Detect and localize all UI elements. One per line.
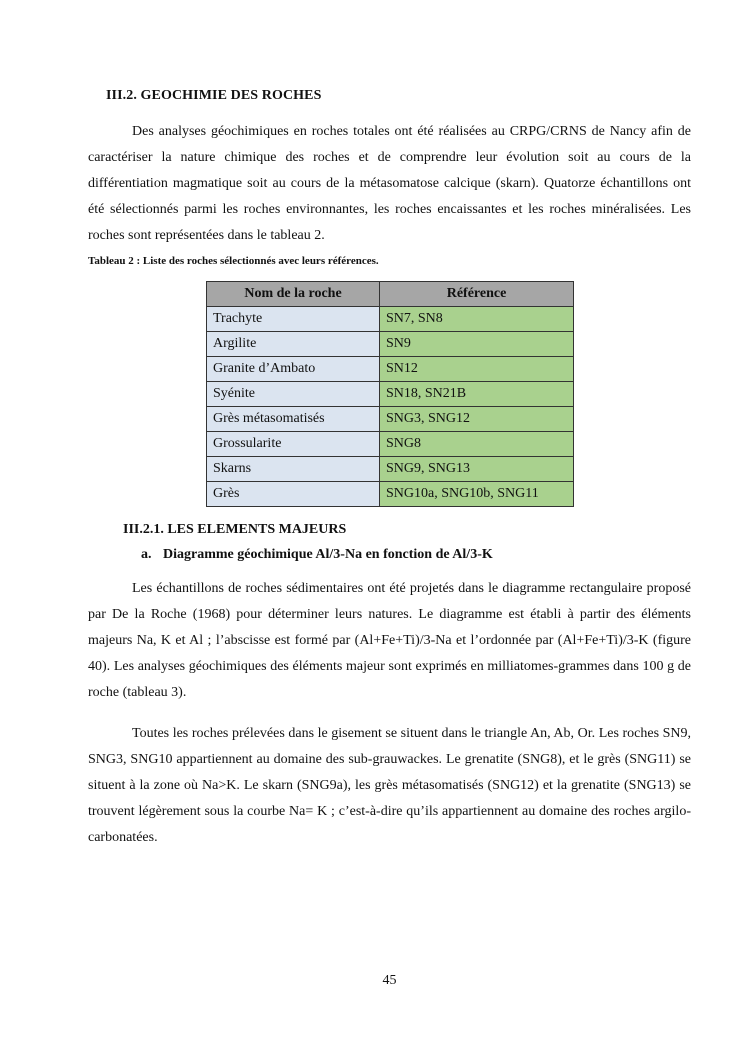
table-header-row bbox=[207, 282, 574, 307]
reference-cell: SN12 bbox=[380, 357, 574, 382]
rock-name-cell: Skarns bbox=[207, 457, 380, 482]
rock-reference-table bbox=[206, 281, 574, 507]
section-heading: III.2. GEOCHIMIE DES ROCHES bbox=[106, 88, 322, 103]
rock-name-cell: Grès métasomatisés bbox=[207, 407, 380, 432]
reference-cell: SNG8 bbox=[380, 432, 574, 457]
subsection-heading: III.2.1. LES ELEMENTS MAJEURS bbox=[123, 522, 347, 537]
table-row bbox=[207, 407, 574, 432]
reference-cell: SNG3, SNG12 bbox=[380, 407, 574, 432]
table-row bbox=[207, 457, 574, 482]
column-header-reference: Référence bbox=[380, 282, 574, 307]
reference-cell: SN18, SN21B bbox=[380, 382, 574, 407]
intro-paragraph: Des analyses géochimiques en roches totales ont été réalisées au CRPG/CRNS de Nancy afin de caractériser la nature chimique des roches et de comprendre leur évolution soit au cours de la différentiation magmatique soit au cours de la métasomatose calcique (skarn). Quatorze échantillons ont été sélectionnés parmi les roches environnantes, les roches encaissantes et les roches minéralisées. Les roches sont représentées dans le tableau 2. bbox=[88, 124, 691, 243]
table-row bbox=[207, 482, 574, 507]
reference-cell: SNG10a, SNG10b, SNG11 bbox=[380, 482, 574, 507]
table-row bbox=[207, 432, 574, 457]
list-marker: a. bbox=[141, 547, 152, 562]
table-row bbox=[207, 357, 574, 382]
results-paragraph: Toutes les roches prélevées dans le gisement se situent dans le triangle An, Ab, Or. Les roches SN9, SNG3, SNG10 appartiennent au domaine des sub-grauwackes. Le grenatite (SNG8), et le grès (SNG11) se situent à la zone où Na>K. Le skarn (SNG9a), les grès métasomatisés (SNG12) et la grenatite (SNG13) se trouvent légèrement sous la courbe Na= K ; c’est-à-dire qu’ils appartiennent au domaine des roches argilo-carbonatées. bbox=[88, 726, 691, 845]
rock-name-cell: Granite d’Ambato bbox=[207, 357, 380, 382]
rock-name-cell: Argilite bbox=[207, 332, 380, 357]
page-number: 45 bbox=[382, 973, 397, 988]
reference-cell: SN9 bbox=[380, 332, 574, 357]
column-header-rock-name: Nom de la roche bbox=[207, 282, 380, 307]
table-row bbox=[207, 332, 574, 357]
rock-name-cell: Grossularite bbox=[207, 432, 380, 457]
table-row bbox=[207, 382, 574, 407]
rock-name-cell: Grès bbox=[207, 482, 380, 507]
reference-cell: SNG9, SNG13 bbox=[380, 457, 574, 482]
table-row bbox=[207, 307, 574, 332]
subsubsection-heading bbox=[141, 547, 493, 563]
rock-name-cell: Trachyte bbox=[207, 307, 380, 332]
diagram-paragraph: Les échantillons de roches sédimentaires ont été projetés dans le diagramme rectangulaire proposé par De la Roche (1968) pour déterminer leurs natures. Le diagramme est établi à partir des éléments majeurs Na, K et Al ; l’abscisse est formé par (Al+Fe+Ti)/3-Na et l’ordonnée par (Al+Fe+Ti)/3-K (figure 40). Les analyses géochimiques des éléments majeur sont exprimés en milliatomes-grammes dans 100 g de roche (tableau 3). bbox=[88, 581, 691, 700]
rock-name-cell: Syénite bbox=[207, 382, 380, 407]
table-caption: Tableau 2 : Liste des roches sélectionnés avec leurs références. bbox=[88, 255, 379, 267]
reference-cell: SN7, SN8 bbox=[380, 307, 574, 332]
subsubsection-title: Diagramme géochimique Al/3-Na en fonction de Al/3-K bbox=[163, 547, 493, 562]
